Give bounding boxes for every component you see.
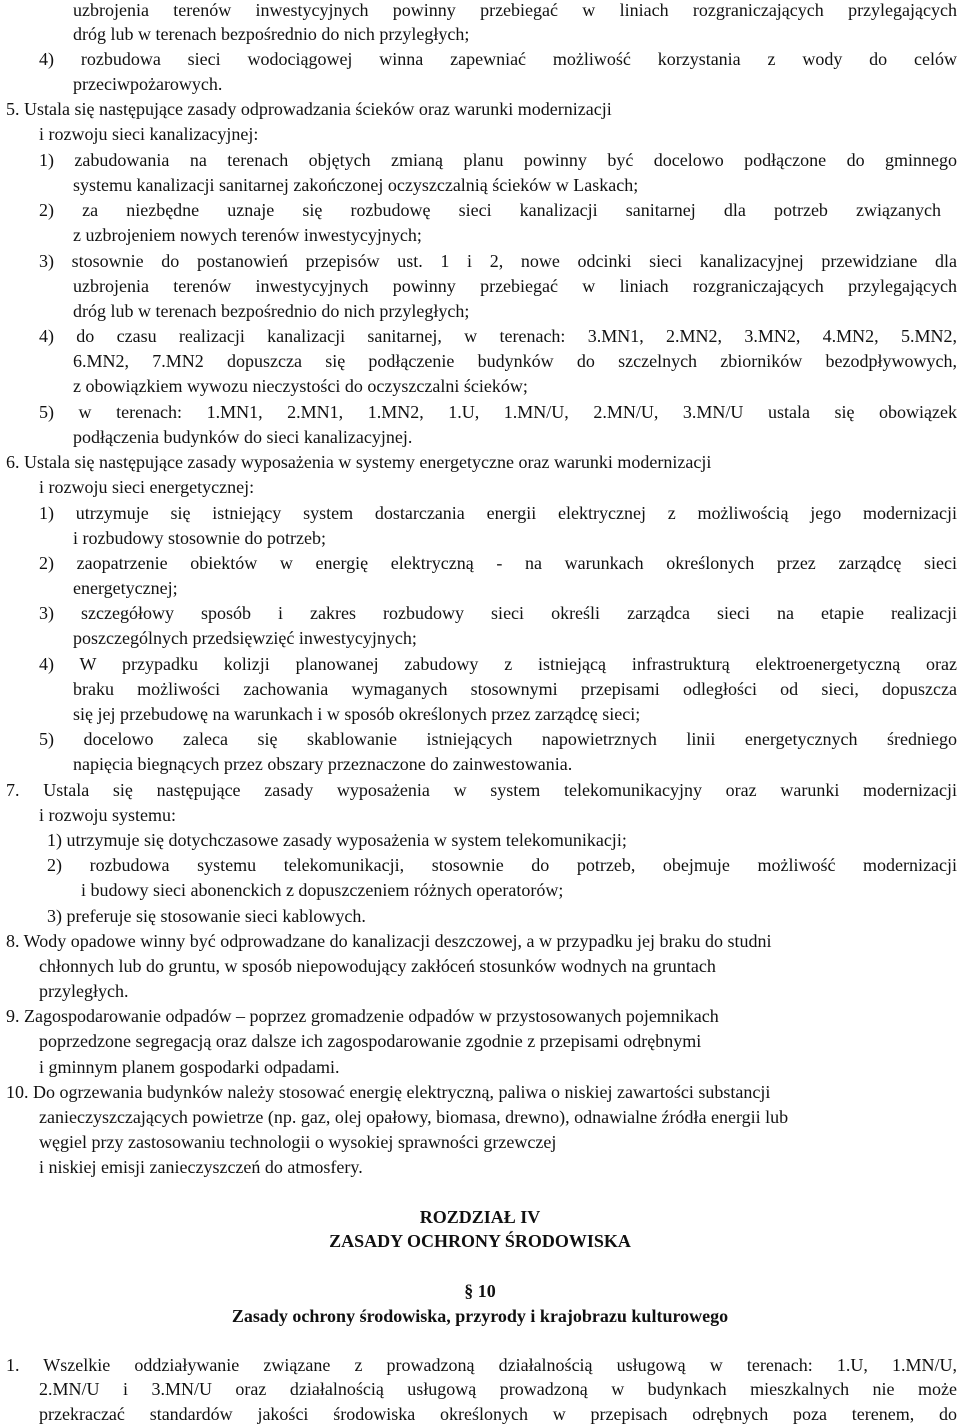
text-line: węgiel przy zastosowaniu technologii o wysokiej sprawności grzewczej: [39, 1132, 557, 1152]
list-item: 3) preferuje się stosowanie sieci kablowych.: [47, 906, 366, 926]
text-line: uzbrojenia terenów inwestycyjnych powinny przebiegać w liniach rozgraniczających przylegających: [73, 276, 957, 296]
paragraph-title: Zasady ochrony środowiska, przyrody i krajobrazu kulturowego: [231, 1306, 729, 1326]
list-item: 4) do czasu realizacji kanalizacji sanitarnej, w terenach: 3.MN1, 2.MN2, 3.MN2, 4.MN2, 5.MN2,: [39, 326, 957, 346]
list-item: 3) stosownie do postanowień przepisów ust. 1 i 2, nowe odcinki sieci kanalizacyjnej przewidziane dla: [39, 251, 957, 271]
text-line: poszczególnych przedsięwzięć inwestycyjnych;: [73, 628, 417, 648]
text-line: i budowy sieci abonenckich z dopuszczeniem różnych operatorów;: [81, 880, 564, 900]
text-line: i rozwoju systemu:: [39, 805, 176, 825]
list-item: 5) w terenach: 1.MN1, 2.MN1, 1.MN2, 1.U, 1.MN/U, 2.MN/U, 3.MN/U ustala się obowiązek: [39, 402, 957, 422]
text-line: energetycznej;: [73, 578, 178, 598]
text-line: 2.MN/U i 3.MN/U oraz działalnością usługową prowadzoną w budynkach mieszkalnych nie może: [39, 1379, 957, 1399]
text-line: zanieczyszczających powietrze (np. gaz, olej opałowy, biomasa, drewno), odnawialne źródła energii lub: [39, 1107, 789, 1127]
section-heading: 6. Ustala się następujące zasady wyposażenia w systemy energetyczne oraz warunki modernizacji: [6, 452, 712, 472]
list-item: 4) W przypadku kolizji planowanej zabudowy z istniejącą infrastrukturą elektroenergetyczną oraz: [39, 654, 957, 674]
text-line: przeciwpożarowych.: [73, 74, 223, 94]
text-line: i rozbudowy stosownie do potrzeb;: [73, 528, 326, 548]
paragraph-number: § 10: [464, 1281, 496, 1301]
text-line: i gminnym planem gospodarki odpadami.: [39, 1057, 340, 1077]
text-line: 4) rozbudowa sieci wodociągowej winna zapewniać możliwość korzystania z wody do celów: [39, 49, 957, 69]
text-line: chłonnych lub do gruntu, w sposób niepowodujący zakłóceń stosunków wodnych na gruntach: [39, 956, 716, 976]
section-heading: 7. Ustala się następujące zasady wyposażenia w system telekomunikacyjny oraz warunki modernizacji: [6, 780, 957, 800]
chapter-title: ZASADY OCHRONY ŚRODOWISKA: [329, 1231, 631, 1251]
section-heading: 10. Do ogrzewania budynków należy stosować energię elektryczną, paliwa o niskiej zawartości substancji: [6, 1082, 771, 1102]
section-heading: 8. Wody opadowe winny być odprowadzane do kanalizacji deszczowej, a w przypadku jej braku do studni: [6, 931, 772, 951]
text-line: 6.MN2, 7.MN2 dopuszcza się podłączenie budynków do szczelnych zbiorników bezodpływowych,: [73, 351, 957, 371]
text-line: i rozwoju sieci kanalizacyjnej:: [39, 124, 259, 144]
text-line: przekraczać standardów jakości środowiska określonych w przepisach odrębnych poza terenem, do: [39, 1404, 957, 1424]
text-line: uzbrojenia terenów inwestycyjnych powinny przebiegać w liniach rozgraniczających przylegających: [73, 0, 957, 20]
text-line: i rozwoju sieci energetycznej:: [39, 477, 255, 497]
list-item: 1) utrzymuje się dotychczasowe zasady wyposażenia w system telekomunikacji;: [47, 830, 627, 850]
text-line: poprzedzone segregacją oraz dalsze ich zagospodarowanie zgodnie z przepisami odrębnymi: [39, 1031, 702, 1051]
text-line: braku możliwości zachowania wymaganych stosownymi przepisami odległości od sieci, dopuszcza: [73, 679, 957, 699]
text-line: systemu kanalizacji sanitarnej zakończonej oczyszczalnią ścieków w Laskach;: [73, 175, 639, 195]
text-line: podłączenia budynków do sieci kanalizacyjnej.: [73, 427, 413, 447]
section-heading: 1. Wszelkie oddziaływanie związane z prowadzoną działalnością usługową w terenach: 1.U, 1.MN/U,: [6, 1355, 957, 1375]
list-item: 2) rozbudowa systemu telekomunikacji, stosownie do potrzeb, obejmuje możliwość modernizacji: [47, 855, 957, 875]
text-line: dróg lub w terenach bezpośrednio do nich przyległych;: [73, 24, 470, 44]
text-line: napięcia biegnących przez obszary przeznaczone do zainwestowania.: [73, 754, 573, 774]
list-item: 1) zabudowania na terenach objętych zmianą planu powinny być docelowo podłączone do gminnego: [39, 150, 957, 170]
text-line: przyległych.: [39, 981, 129, 1001]
list-item: 2) zaopatrzenie obiektów w energię elektryczną - na warunkach określonych przez zarządcę sieci: [39, 553, 957, 573]
list-item: 1) utrzymuje się istniejący system dostarczania energii elektrycznej z możliwością jego modernizacji: [39, 503, 957, 523]
list-item: 3) szczegółowy sposób i zakres rozbudowy sieci określi zarządca sieci na etapie realizacji: [39, 603, 957, 623]
chapter-number: ROZDZIAŁ IV: [419, 1207, 541, 1227]
list-item: 2) za niezbędne uznaje się rozbudowę sieci kanalizacji sanitarnej dla potrzeb związanych: [39, 200, 941, 220]
text-line: się jej przebudowę na warunkach i w sposób określonych przez zarządcę sieci;: [73, 704, 641, 724]
section-heading: 5. Ustala się następujące zasady odprowadzania ścieków oraz warunki modernizacji: [6, 99, 612, 119]
text-line: z obowiązkiem wywozu nieczystości do oczyszczalni ścieków;: [73, 376, 528, 396]
text-line: dróg lub w terenach bezpośrednio do nich przyległych;: [73, 301, 470, 321]
list-item: 5) docelowo zaleca się skablowanie istniejących napowietrznych linii energetycznych średniego: [39, 729, 957, 749]
section-heading: 9. Zagospodarowanie odpadów – poprzez gromadzenie odpadów w przystosowanych pojemnikach: [6, 1006, 719, 1026]
text-line: i niskiej emisji zanieczyszczeń do atmosfery.: [39, 1157, 363, 1177]
text-line: z uzbrojeniem nowych terenów inwestycyjnych;: [73, 225, 422, 245]
